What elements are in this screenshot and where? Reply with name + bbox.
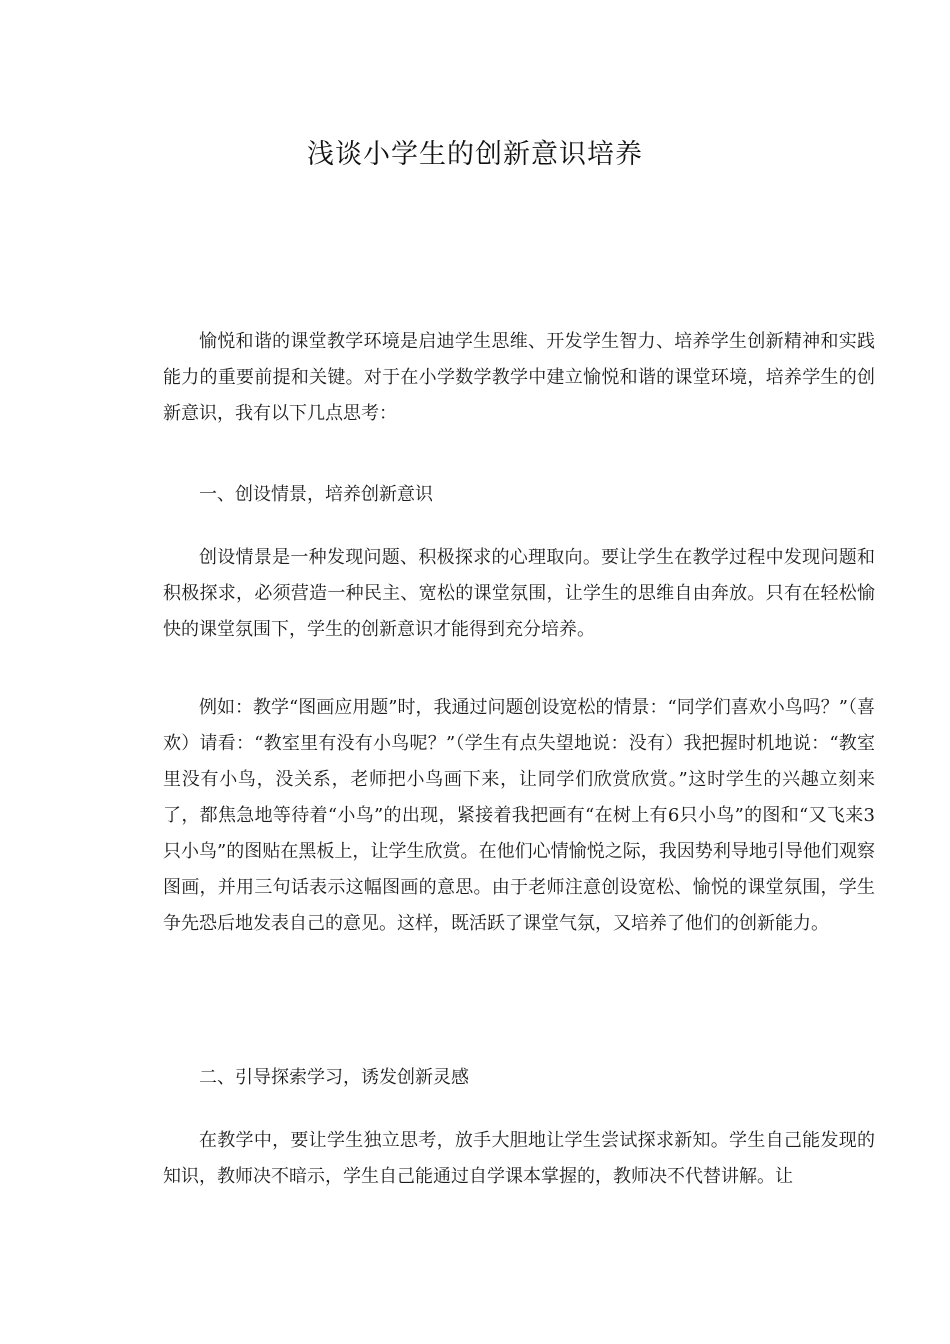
paragraph-intro xyxy=(163,324,875,432)
paragraph-example xyxy=(163,690,875,942)
paragraph-section-2 xyxy=(163,1123,875,1195)
page-title: 浅谈小学生的创新意识培养 xyxy=(307,139,643,170)
section-heading-1 xyxy=(163,477,875,513)
paragraph-section-1 xyxy=(163,540,875,648)
paragraph-text: 创设情景是一种发现问题、积极探求的心理取向。要让学生在教学过程中发现问题和积极探求，必须营造一种民主、宽松的课堂氛围，让学生的思维自由奔放。只有在轻松愉快的课堂氛围下，学生的创新意识才能得到充分培养。 xyxy=(163,547,875,640)
paragraph-text: 在教学中，要让学生独立思考，放手大胆地让学生尝试探求新知。学生自己能发现的知识，教师决不暗示，学生自己能通过自学课本掌握的，教师决不代替讲解。让 xyxy=(163,1130,875,1187)
paragraph-text: 例如：教学“图画应用题”时，我通过问题创设宽松的情景：“同学们喜欢小鸟吗？”（喜欢）请看：“教室里有没有小鸟呢？”（学生有点失望地说：没有）我把握时机地说：“教室里没有小鸟，没关系，老师把小鸟画下来，让同学们欣赏欣赏。”这时学生的兴趣立刻来了，都焦急地等待着“小鸟”的出现，紧接着我把画有“在树上有6只小鸟”的图和“又飞来3只小鸟”的图贴在黑板上，让学生欣赏。在他们心情愉悦之际，我因势利导地引导他们观察图画，并用三句话表示这幅图画的意思。由于老师注意创设宽松、愉悦的课堂氛围，学生争先恐后地发表自己的意见。这样，既活跃了课堂气氛，又培养了他们的创新能力。 xyxy=(163,697,875,934)
section-heading-text: 二、引导探索学习，诱发创新灵感 xyxy=(199,1067,469,1088)
paragraph-text: 愉悦和谐的课堂教学环境是启迪学生思维、开发学生智力、培养学生创新精神和实践能力的重要前提和关键。对于在小学数学教学中建立愉悦和谐的课堂环境，培养学生的创新意识，我有以下几点思考： xyxy=(163,331,875,424)
section-heading-2 xyxy=(163,1060,875,1096)
section-heading-text: 一、创设情景，培养创新意识 xyxy=(199,484,433,505)
